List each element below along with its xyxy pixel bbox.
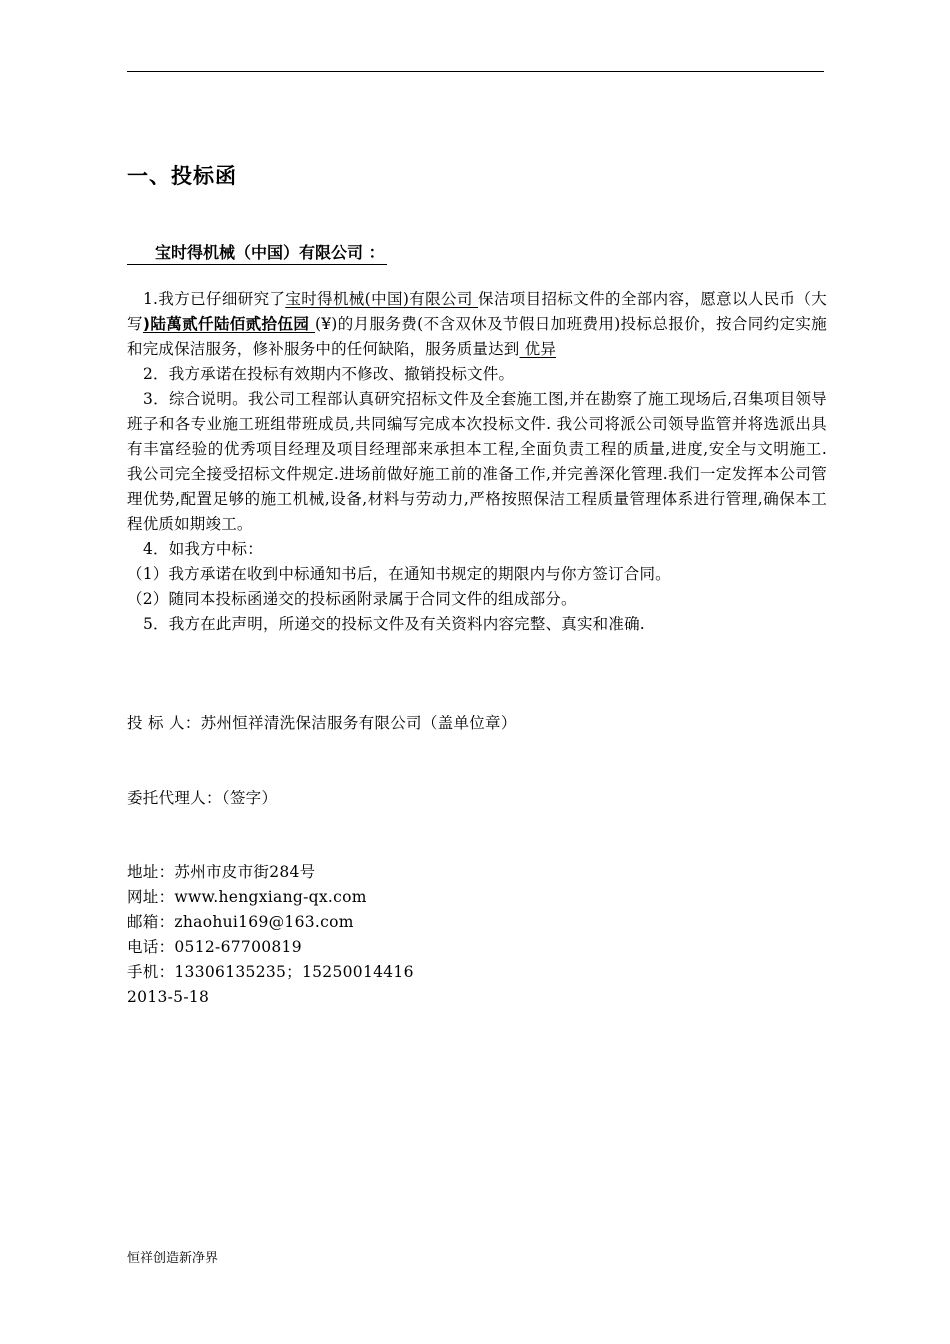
contact-email: 邮箱：zhaohui169@163.com <box>127 913 354 931</box>
agent-signature-line: 委托代理人：（签字） <box>127 789 278 807</box>
para1-amount: )陆萬贰仟陆佰贰拾伍园 <box>142 315 315 333</box>
addressee-line: 宝时得机械（中国）有限公司 ： <box>127 240 387 265</box>
para1-mid2: (¥)的月服务费(不含双休及节假日加班费用)投标总报价，按合同约定实施和完成保洁服务，修补服务中的任何缺陷，服务质量达到 <box>127 315 827 358</box>
paragraph-4: 4．如我方中标： <box>143 540 263 558</box>
para1-quality: 优异 <box>519 340 557 358</box>
header-rule <box>127 71 824 72</box>
paragraph-5: 5．我方在此声明，所递交的投标文件及有关资料内容完整、真实和准确. <box>143 615 645 633</box>
contact-phone: 电话：0512-67700819 <box>127 938 302 956</box>
para1-prefix: 1.我方已仔细研究了 <box>143 290 286 308</box>
contact-website: 网址：www.hengxiang-qx.com <box>127 888 367 906</box>
contact-block <box>127 860 414 1010</box>
contact-date: 2013-5-18 <box>127 988 210 1006</box>
section-title: 一、投标函 <box>127 164 237 188</box>
paragraph-2: 2．我方承诺在投标有效期内不修改、撤销投标文件。 <box>143 365 515 383</box>
list-item-1: （1）我方承诺在收到中标通知书后，在通知书规定的期限内与你方签订合同。 <box>127 565 671 583</box>
list-item-2: （2）随同本投标函递交的投标函附录属于合同文件的组成部分。 <box>127 590 577 608</box>
contact-address: 地址：苏州市皮市街284号 <box>127 863 316 881</box>
paragraph-3: 3．综合说明。我公司工程部认真研究招标文件及全套施工图,并在勘察了施工现场后,召集项目领导班子和各专业施工班组带班成员,共同编写完成本次投标文件. 我公司将派公司领导监管并将选派出具有丰富经验的优秀项目经理及项目经理部来承担本工程,全面负责工程的质量,进度,安全与文明施工. 我公司完全接受招标文件规定.进场前做好施工前的准备工作,并完善深化管理.我们一定发挥本公司管理优势,配置足够的施工机械,设备,材料与劳动力,严格按照保洁工程质量管理体系进行管理,确保本工程优质如期竣工。 <box>127 390 827 533</box>
page-footer: 恒祥创造新净界 <box>127 1251 219 1266</box>
para1-mid1: 保洁项目招标文件的全部内容，愿意以人民币（大写 <box>127 290 827 333</box>
bidder-signature-line: 投 标 人：苏州恒祥清洗保洁服务有限公司（盖单位章） <box>127 714 517 732</box>
contact-mobile: 手机：13306135235；15250014416 <box>127 963 414 981</box>
paragraph-1 <box>127 287 827 362</box>
letter-body <box>127 287 827 637</box>
para1-company: 宝时得机械(中国)有限公司 <box>285 290 479 308</box>
